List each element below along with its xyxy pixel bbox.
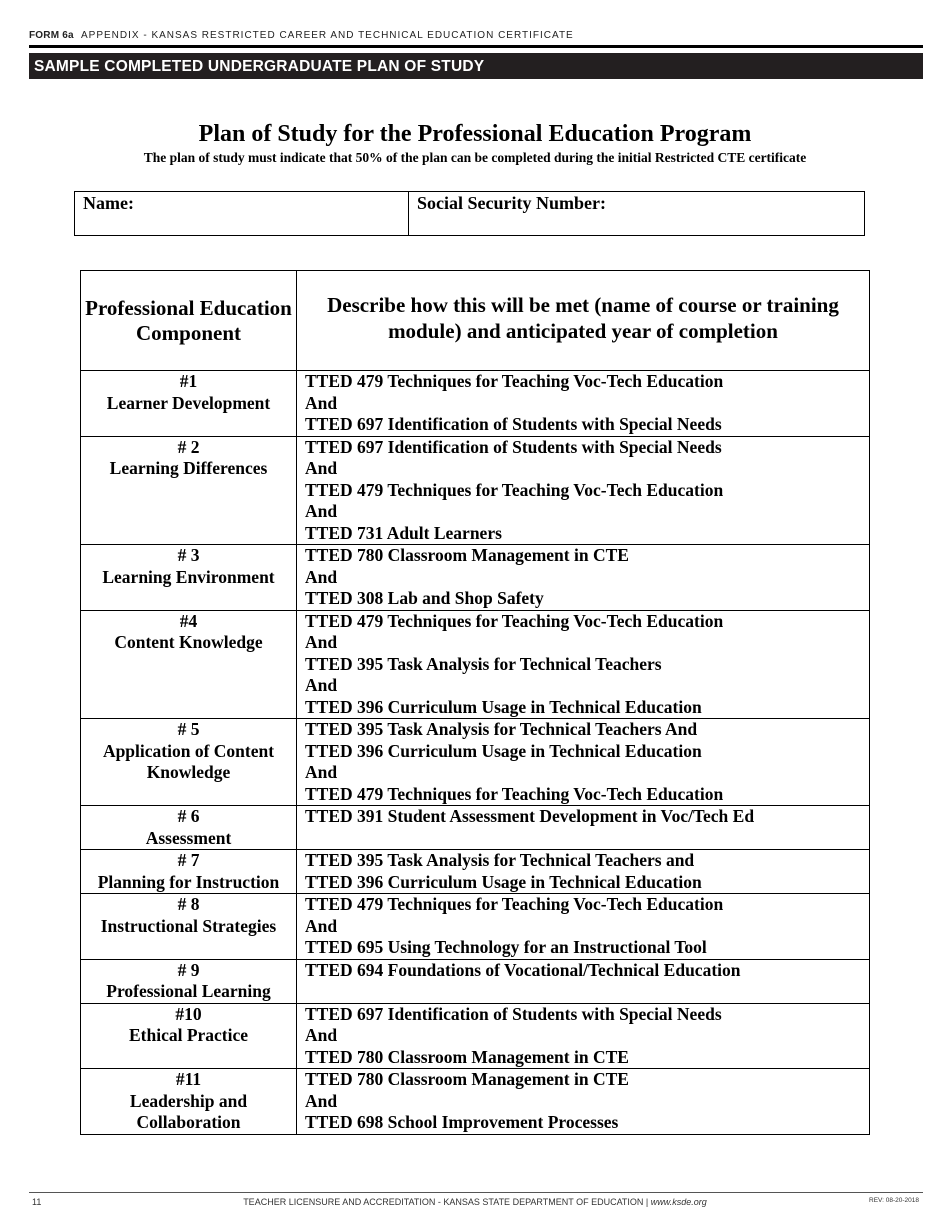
component-number: #10 xyxy=(175,1003,202,1024)
component-cell xyxy=(81,436,297,545)
footer-rule xyxy=(29,1192,923,1193)
course-line: TTED 697 Identification of Students with Special Needs xyxy=(305,1003,722,1024)
form-header-line xyxy=(29,30,929,41)
description-cell xyxy=(297,894,870,960)
footer-website[interactable]: www.ksde.org xyxy=(650,1197,707,1207)
course-line: TTED 694 Foundations of Vocational/Technical Education xyxy=(305,959,741,980)
description-cell xyxy=(297,436,870,545)
table-row xyxy=(81,436,870,545)
component-number: # 2 xyxy=(177,436,200,457)
table-row xyxy=(81,806,870,850)
column-header-description: Describe how this will be met (name of course or training module) and anticipated year of completion xyxy=(297,271,870,371)
name-field[interactable] xyxy=(75,192,409,235)
name-label: Name: xyxy=(83,193,134,213)
column-header-component: Professional Education Component xyxy=(81,271,297,371)
component-cell xyxy=(81,1003,297,1069)
component-name: Learning Differences xyxy=(109,458,268,478)
component-name: Instructional Strategies xyxy=(100,915,277,936)
table-row xyxy=(81,850,870,894)
component-number: # 6 xyxy=(177,806,200,826)
ssn-field[interactable] xyxy=(409,192,864,235)
course-line: TTED 308 Lab and Shop Safety xyxy=(305,588,544,608)
page-title: Plan of Study for the Professional Education Program xyxy=(198,121,752,147)
course-line: TTED 697 Identification of Students with Special Needs xyxy=(305,436,722,457)
course-line: TTED 396 Curriculum Usage in Technical Education xyxy=(305,696,702,717)
ssn-label: Social Security Number: xyxy=(417,193,606,213)
course-line: TTED 780 Classroom Management in CTE xyxy=(305,1069,629,1089)
section-banner: SAMPLE COMPLETED UNDERGRADUATE PLAN OF STUDY xyxy=(29,53,923,79)
plan-table-body xyxy=(81,371,870,1135)
description-cell xyxy=(297,545,870,611)
page-subtitle: The plan of study must indicate that 50% of the plan can be completed during the initial Restricted CTE certificate xyxy=(143,150,807,165)
course-line: And xyxy=(305,458,338,478)
component-number: #1 xyxy=(179,371,198,391)
component-name: Leadership and xyxy=(129,1090,248,1111)
page-number: 11 xyxy=(32,1197,42,1207)
course-line: TTED 395 Task Analysis for Technical Teachers and xyxy=(305,850,695,870)
component-name: Learning Environment xyxy=(102,566,275,587)
component-name: Ethical Practice xyxy=(128,1025,249,1045)
course-line: TTED 479 Techniques for Teaching Voc-Tech Education xyxy=(305,479,724,500)
component-number: #11 xyxy=(175,1069,202,1089)
component-number: # 3 xyxy=(177,545,200,565)
footer-agency: TEACHER LICENSURE AND ACCREDITATION - KANSAS STATE DEPARTMENT OF EDUCATION | xyxy=(243,1197,649,1207)
course-line: And xyxy=(305,1090,338,1111)
table-row xyxy=(81,1069,870,1135)
course-line: TTED 479 Techniques for Teaching Voc-Tech Education xyxy=(305,371,724,391)
table-row xyxy=(81,545,870,611)
revision-date: REV: 08-20-2018 xyxy=(869,1197,919,1204)
component-number: # 9 xyxy=(177,959,200,980)
course-line: TTED 479 Techniques for Teaching Voc-Tech Education xyxy=(305,610,724,631)
course-line: TTED 780 Classroom Management in CTE xyxy=(305,1046,629,1067)
course-line: TTED 698 School Improvement Processes xyxy=(305,1112,619,1132)
course-line: TTED 479 Techniques for Teaching Voc-Tech Education xyxy=(305,894,724,914)
course-line: TTED 396 Curriculum Usage in Technical Education xyxy=(305,871,702,892)
footer-text xyxy=(0,1197,950,1207)
description-cell xyxy=(297,806,870,850)
component-name: Content Knowledge xyxy=(114,632,263,652)
description-cell xyxy=(297,1069,870,1135)
component-number: # 7 xyxy=(177,850,200,870)
course-line: TTED 396 Curriculum Usage in Technical Education xyxy=(305,740,702,761)
course-line: TTED 731 Adult Learners xyxy=(305,522,502,543)
component-number: # 8 xyxy=(177,894,200,914)
component-number: # 5 xyxy=(177,719,200,739)
course-line: And xyxy=(305,762,338,782)
component-cell xyxy=(81,371,297,437)
table-row xyxy=(81,894,870,960)
component-cell xyxy=(81,719,297,806)
description-cell xyxy=(297,371,870,437)
component-cell xyxy=(81,959,297,1003)
course-line: And xyxy=(305,1025,338,1045)
table-row xyxy=(81,719,870,806)
course-line: TTED 479 Techniques for Teaching Voc-Tech Education xyxy=(305,783,724,804)
table-row xyxy=(81,959,870,1003)
description-cell xyxy=(297,1003,870,1069)
course-line: TTED 697 Identification of Students with Special Needs xyxy=(305,414,722,434)
course-line: And xyxy=(305,915,338,936)
course-line: TTED 395 Task Analysis for Technical Teachers xyxy=(305,653,662,674)
appendix-title: APPENDIX - KANSAS RESTRICTED CAREER AND TECHNICAL EDUCATION CERTIFICATE xyxy=(80,30,574,41)
component-cell xyxy=(81,850,297,894)
header-rule xyxy=(29,45,923,48)
component-cell xyxy=(81,894,297,960)
table-row xyxy=(81,371,870,437)
component-name: Collaboration xyxy=(136,1112,241,1132)
component-name: Knowledge xyxy=(146,762,231,782)
table-header-row xyxy=(81,271,870,371)
course-line: And xyxy=(305,632,338,652)
course-line: And xyxy=(305,675,338,695)
component-name: Planning for Instruction xyxy=(97,871,280,892)
component-number: #4 xyxy=(179,610,198,631)
description-cell xyxy=(297,850,870,894)
component-cell xyxy=(81,1069,297,1135)
identity-fields xyxy=(74,191,865,236)
component-name: Learner Development xyxy=(106,392,271,413)
component-name: Application of Content xyxy=(102,740,275,761)
course-line: And xyxy=(305,392,338,413)
course-line: TTED 391 Student Assessment Development in Voc/Tech Ed xyxy=(305,806,755,826)
component-name: Assessment xyxy=(145,827,232,848)
course-line: And xyxy=(305,566,338,587)
table-row xyxy=(81,610,870,719)
description-cell xyxy=(297,959,870,1003)
component-name: Professional Learning xyxy=(106,981,271,1001)
description-cell xyxy=(297,719,870,806)
course-line: TTED 780 Classroom Management in CTE xyxy=(305,545,629,565)
component-cell xyxy=(81,545,297,611)
plan-table xyxy=(80,270,870,1135)
course-line: TTED 395 Task Analysis for Technical Teachers And xyxy=(305,719,698,739)
form-label: FORM 6a xyxy=(29,30,74,41)
course-line: TTED 695 Using Technology for an Instructional Tool xyxy=(305,937,707,957)
component-cell xyxy=(81,806,297,850)
description-cell xyxy=(297,610,870,719)
table-row xyxy=(81,1003,870,1069)
course-line: And xyxy=(305,501,338,521)
component-cell xyxy=(81,610,297,719)
